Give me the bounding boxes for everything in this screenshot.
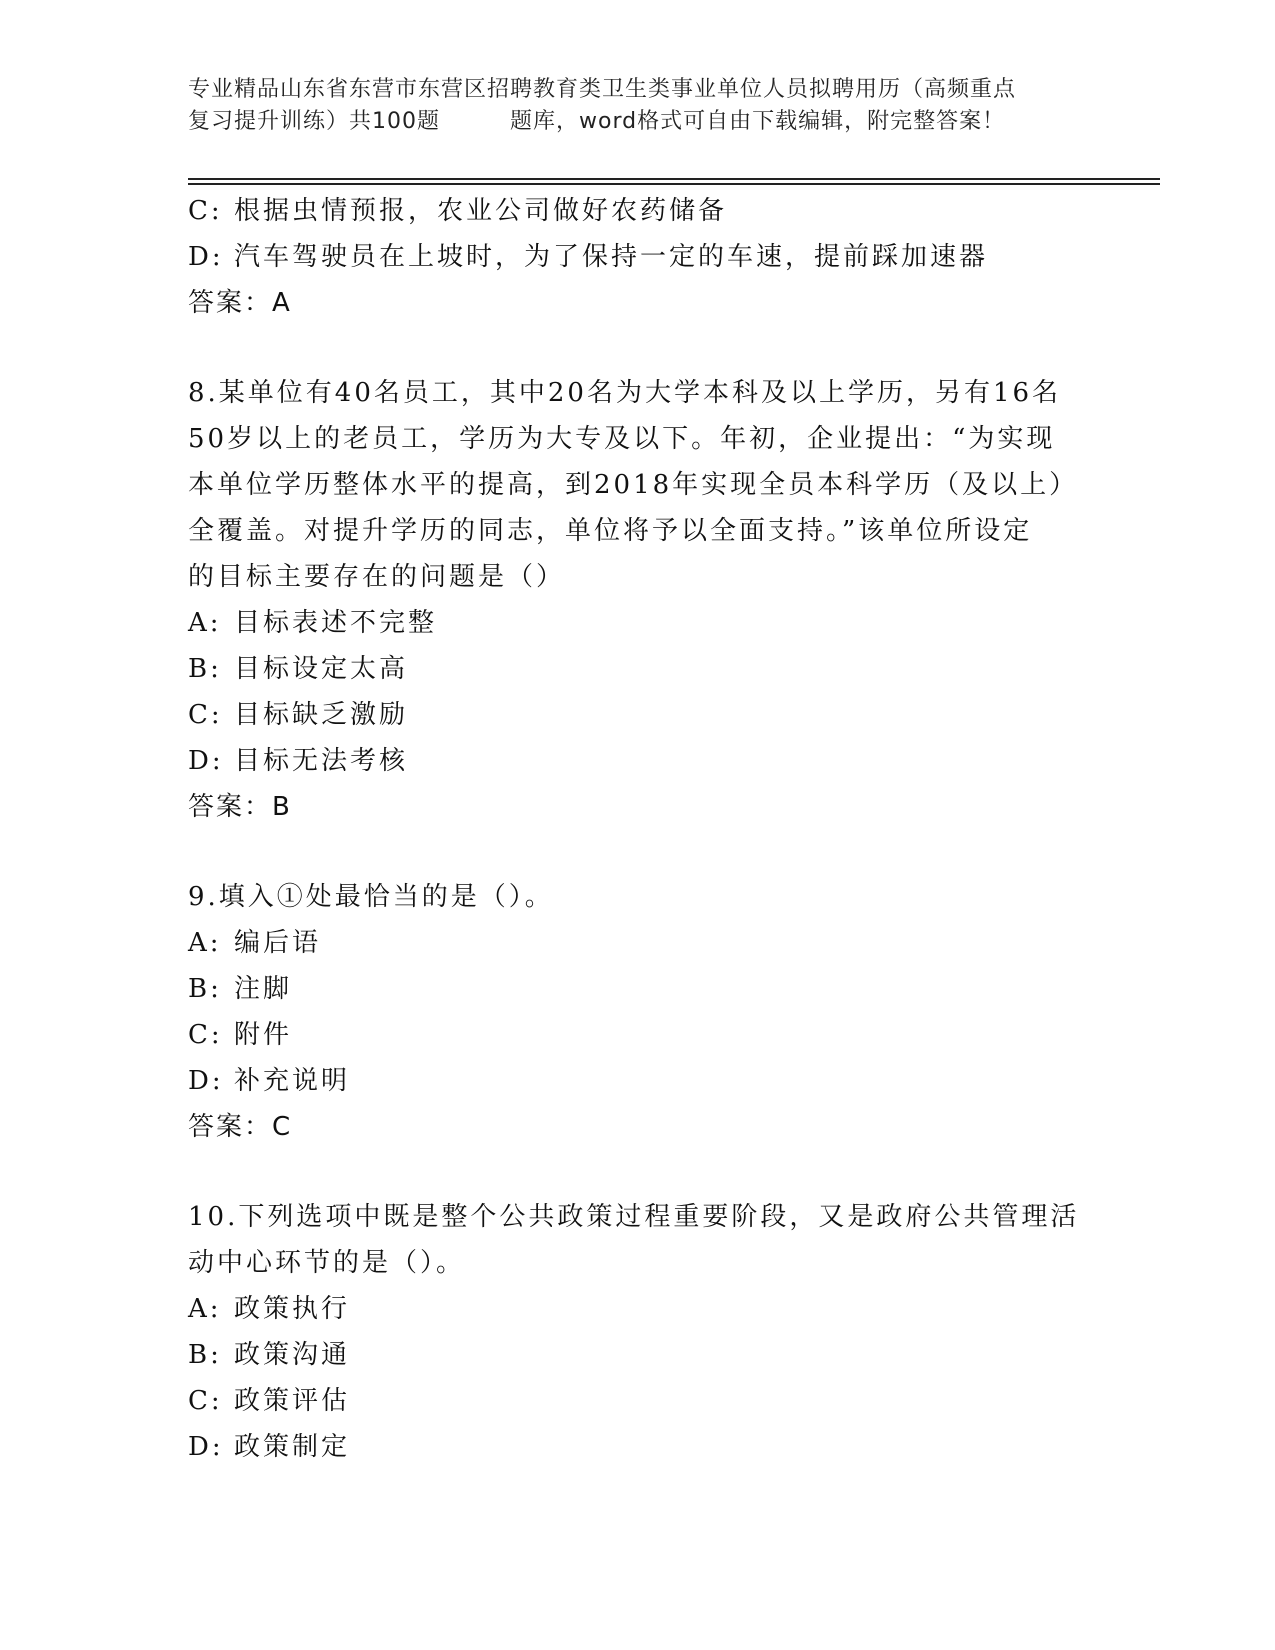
option-key: C: (188, 196, 223, 226)
q8-answer: 答案：B (188, 792, 292, 822)
q8-text-line-3: 本单位学历整体水平的提高，到2018年实现全员本科学历（及以上） (188, 470, 1079, 500)
option-text: 政策执行 (234, 1294, 351, 1324)
question-spacer (188, 830, 1088, 874)
option-key: A: (188, 928, 222, 958)
q8-text-line-2: 50岁以上的老员工，学历为大专及以下。年初，企业提出：“为实现 (188, 424, 1056, 454)
q8-text-line-5: 的目标主要存在的问题是（） (188, 562, 566, 592)
option-text: 根据虫情预报，农业公司做好农药储备 (234, 196, 728, 226)
q8-text-line-1: 8.某单位有40名员工，其中20名为大学本科及以上学历，另有16名 (188, 378, 1062, 408)
option-text: 政策沟通 (234, 1340, 351, 1370)
option-text: 注脚 (234, 974, 293, 1004)
option-key: B: (188, 654, 222, 684)
option-text: 附件 (234, 1020, 293, 1050)
q9-option-a (188, 920, 1088, 966)
option-text: 政策评估 (234, 1386, 351, 1416)
q8-text-line-4: 全覆盖。对提升学历的同志，单位将予以全面支持。”该单位所设定 (188, 516, 1033, 546)
page-header (188, 74, 1098, 138)
q10-text-line-2: 动中心环节的是（）。 (188, 1248, 466, 1278)
question-spacer (188, 326, 1088, 370)
q8-option-d (188, 738, 1088, 784)
option-key: B: (188, 974, 222, 1004)
q10-option-a (188, 1286, 1088, 1332)
question-10 (188, 1194, 1088, 1470)
header-line-2-right: 题库，word格式可自由下载编辑，附完整答案！ (510, 109, 1006, 134)
option-key: C: (188, 700, 223, 730)
header-line-2-left: 复习提升训练）共100题 (188, 109, 440, 134)
q9-answer: 答案：C (188, 1112, 293, 1142)
question-spacer (188, 1150, 1088, 1194)
option-text: 目标无法考核 (234, 746, 409, 776)
q9-option-d (188, 1058, 1088, 1104)
option-key: B: (188, 1340, 222, 1370)
question-7 (188, 188, 1088, 326)
option-text: 汽车驾驶员在上坡时，为了保持一定的车速，提前踩加速器 (234, 242, 989, 272)
option-text: 目标表述不完整 (234, 608, 438, 638)
option-key: C: (188, 1386, 223, 1416)
option-key: D: (188, 242, 224, 272)
option-text: 补充说明 (234, 1066, 351, 1096)
option-key: C: (188, 1020, 223, 1050)
question-9 (188, 874, 1088, 1150)
header-rule-top (188, 178, 1160, 180)
q7-option-d (188, 234, 1088, 280)
option-key: A: (188, 1294, 222, 1324)
option-text: 编后语 (234, 928, 322, 958)
header-rule-bottom (188, 183, 1160, 185)
q10-option-b (188, 1332, 1088, 1378)
q10-option-c (188, 1378, 1088, 1424)
header-line-2 (188, 106, 1098, 138)
q10-option-d (188, 1424, 1088, 1470)
q9-option-b (188, 966, 1088, 1012)
q8-option-b (188, 646, 1088, 692)
option-key: A: (188, 608, 222, 638)
q8-option-c (188, 692, 1088, 738)
option-text: 目标设定太高 (234, 654, 409, 684)
option-key: D: (188, 1066, 224, 1096)
question-8 (188, 370, 1088, 830)
option-text: 政策制定 (234, 1432, 351, 1462)
q8-option-a (188, 600, 1088, 646)
q7-option-c (188, 188, 1088, 234)
option-key: D: (188, 1432, 224, 1462)
q10-text-line-1: 10.下列选项中既是整个公共政策过程重要阶段，又是政府公共管理活 (188, 1202, 1080, 1232)
header-line-1: 专业精品山东省东营市东营区招聘教育类卫生类事业单位人员拟聘用历（高频重点 (188, 77, 1017, 102)
q7-answer: 答案：A (188, 288, 292, 318)
option-key: D: (188, 746, 224, 776)
q9-option-c (188, 1012, 1088, 1058)
question-content (188, 188, 1088, 1470)
option-text: 目标缺乏激励 (234, 700, 409, 730)
q9-text-line-1: 9.填入①处最恰当的是（）。 (188, 882, 554, 912)
